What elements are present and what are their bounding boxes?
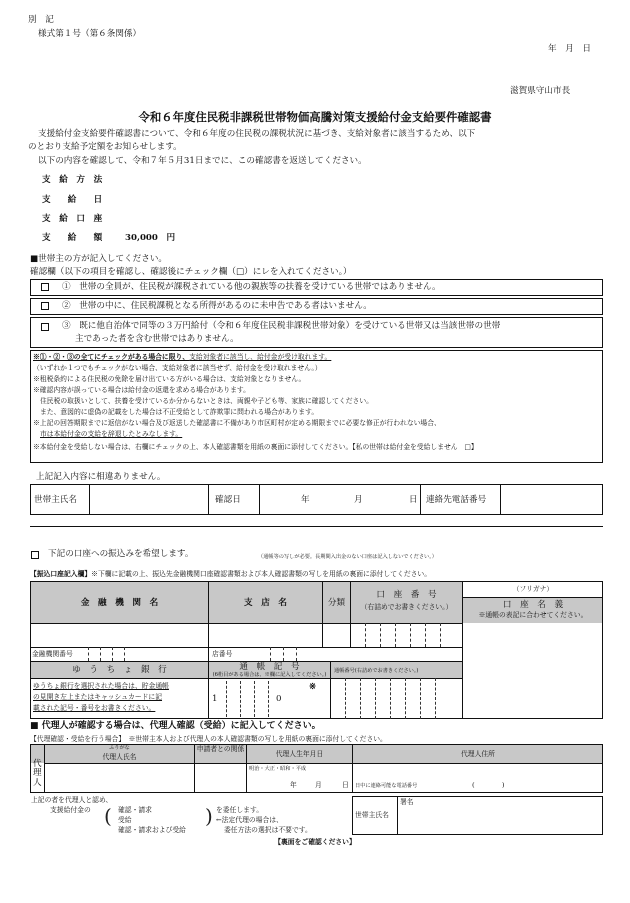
check-item-1-checkbox[interactable] — [41, 283, 49, 291]
right-brace: ) — [205, 804, 213, 828]
payment-amount-value: 30,000 円 — [125, 233, 176, 243]
note-8: 市は本給付金の支給を辞退したとみなします。 — [40, 430, 183, 438]
note-4: ※確認内容が誤っている場合は給付金の返還を求める場合があります。 — [33, 386, 250, 394]
legal-proxy-1: ←法定代理の場合は、 — [216, 816, 283, 824]
check-item-3-label-cont: 主であった者を含む世帯ではありません。 — [75, 334, 239, 344]
payment-date-label: 支 給 日 — [42, 195, 103, 205]
householder-heading: ■世帯主の方が記入してください。 — [30, 254, 168, 264]
note-3: ※租税条約による住民税の免除を届け出ている方がいる場合は、支給対象となりません。 — [33, 375, 306, 383]
birth-year: 年 — [290, 781, 297, 789]
note-9: ※本給付金を受給しない場合は、右欄にチェックの上、本人確認書類を用紙の裏面に添付してください。【私の世帯は給付金を受給しません □】 — [33, 443, 478, 451]
issuer: 滋賀県守山市長 — [510, 86, 571, 96]
note-6: また、意図的に虚偽の記載をした場合は不正受給として詐欺罪に問われる場合があります。 — [40, 408, 319, 416]
householder-name-label: 世帯主氏名 — [34, 495, 77, 505]
yucho-note-2: の見開き左上またはキャッシュカードに記 — [33, 693, 163, 701]
account-heading: 【振込口座記入欄】※下欄に記載の上、振込先金融機関口座確認書類および本人確認書類の写しを用紙の裏面に添付してください。 — [30, 570, 432, 578]
option-receive[interactable]: 受給 — [118, 816, 132, 824]
householder-name-sig-label: 世帯主氏名 — [355, 811, 389, 819]
branch-code-label: 店番号 — [212, 650, 233, 658]
confirm-year: 年 — [301, 495, 310, 505]
payment-amount-label: 支 給 額 — [42, 233, 103, 243]
relation-label: 申請者との関係 — [196, 745, 245, 753]
legal-proxy-2: 委任方法の選択は不要です。 — [224, 826, 312, 834]
householder-instruction: 確認欄（以下の項目を確認し、確認後にチェック欄（□）にレを入れてください。） — [30, 267, 352, 277]
delegate-line-2: 支援給付金の — [50, 806, 91, 814]
confirm-statement: 上記記入内容に相違ありません。 — [36, 472, 166, 482]
householder-name-field[interactable] — [95, 488, 203, 511]
payment-account-label: 支 給 口 座 — [42, 214, 103, 224]
phone-label: 連絡先電話番号 — [426, 495, 487, 505]
furigana-label: （フリガナ） — [512, 585, 554, 593]
daytime-phone-label: 日中に連絡可能な電話番号 — [355, 783, 418, 789]
note-5: 住民税の取扱いとして、扶養を受けているか分からないときは、両親や子ども等、家族に確認してください。 — [40, 397, 373, 405]
check-item-3-checkbox[interactable] — [41, 323, 49, 331]
relation-field[interactable] — [197, 766, 244, 790]
proxy-subheading: 【代理確認・受給を行う場合】 ※世帯主本人および代理人の本人確認書類の写しを用紙の裏面に添付してください。 — [30, 735, 387, 743]
symbol-digit-0: 0 — [276, 694, 282, 704]
householder-signature-field[interactable] — [400, 808, 600, 832]
branch-name-field[interactable] — [211, 626, 320, 644]
form-date: 年 月 日 — [548, 44, 591, 54]
footer-note: 【裏面をご確認ください】 — [274, 838, 356, 846]
passbook-number-header: 通帳番号(右詰めでお書きください。) — [334, 668, 419, 674]
yucho-note-3: 載された記号・番号をお書きください。 — [33, 704, 156, 712]
branch-code-field[interactable] — [270, 648, 310, 660]
passbook-number-field[interactable] — [332, 682, 460, 716]
intro-line-1: 支援給付金支給要件確認書について、令和６年度の住民税の課税状況に基づき、支給対象者に該当するため、以下 — [38, 129, 476, 139]
category-header: 分類 — [327, 598, 346, 608]
phone-field[interactable] — [504, 488, 600, 511]
confirm-date-label: 確認日 — [215, 495, 241, 505]
bank-code-label: 金融機関番号 — [32, 650, 73, 658]
bank-name-header: 金 融 機 関 名 — [80, 598, 159, 608]
birth-label: 代理人生年月日 — [275, 750, 324, 758]
seal-label: 署名 — [400, 798, 414, 806]
entrust-text: を委任します。 — [216, 806, 264, 814]
page-title: 令和６年度住民税非課税世帯物価高騰対策支援給付金支給要件確認書 — [138, 110, 492, 124]
note-7: ※上記の回答期限までに返信がない場合及び返送した確認書に不備があり市区町村が定める期限までに必要な修正が行われない場合、 — [33, 419, 441, 427]
transfer-checkbox-label: 下記の口座への振込みを希望します。 — [48, 549, 194, 559]
symbol-asterisk: ※ — [309, 682, 317, 692]
proxy-address-field[interactable] — [355, 765, 600, 779]
address-label: 代理人住所 — [461, 750, 495, 758]
check-item-1-label: ① 世帯の全員が、住民税が課税されている他の親族等の扶養を受けている世帯ではありません。 — [62, 282, 441, 292]
category-field[interactable] — [324, 626, 348, 644]
check-item-3-label: ③ 既に他自治体で同等の３万円給付（令和６年度住民税非課税世帯対象）を受けている世帯又は当該世帯の世帯 — [62, 321, 501, 331]
appendix-label: 別 記 — [28, 15, 54, 25]
passbook-symbol-field[interactable] — [228, 682, 306, 716]
confirm-month: 月 — [354, 495, 363, 505]
left-brace: ( — [104, 804, 112, 828]
proxy-side-label: 代理人 — [33, 759, 42, 788]
transfer-note: （通帳等の写しが必要。長期間入出金のない口座は記入しないでください。） — [258, 554, 437, 560]
birth-month: 月 — [315, 781, 322, 789]
intro-line-3: 以下の内容を確認して、令和７年５月31日までに、この確認書を返送してください。 — [38, 156, 367, 166]
account-holder-field[interactable] — [465, 626, 601, 716]
check-item-2-label: ② 世帯の中に、住民税課税となる所得があるのに未申告である者はいません。 — [62, 301, 372, 311]
option-both[interactable]: 確認・請求および受給 — [118, 826, 186, 834]
check-item-2-checkbox[interactable] — [41, 302, 49, 310]
branch-name-header: 支 店 名 — [244, 598, 287, 608]
yucho-bank-label: ゆ う ち ょ 銀 行 — [72, 665, 167, 675]
payment-method-label: 支 給 方 法 — [42, 175, 103, 185]
option-confirm[interactable]: 確認・請求 — [118, 806, 152, 814]
intro-line-2: のとおり支給予定額をお知らせします。 — [28, 142, 182, 152]
proxy-furigana-label: ふりがな — [109, 745, 130, 751]
transfer-checkbox[interactable] — [31, 551, 39, 559]
passbook-symbol-header: 通 帳 記 号 — [239, 662, 300, 672]
symbol-note: (6桁目がある場合は、※欄に記入してください。) — [212, 672, 327, 678]
era-options[interactable]: 明治・大正・昭和・平成 — [249, 766, 307, 772]
daytime-phone-field[interactable]: ( ) — [472, 781, 505, 789]
bank-name-field[interactable] — [32, 626, 206, 644]
symbol-digit-1: 1 — [212, 694, 218, 704]
form-number: 様式第１号（第６条関係） — [38, 29, 142, 39]
proxy-name-field[interactable] — [48, 766, 192, 790]
yucho-note-1: ゆうちょ銀行を選択された場合は、貯金通帳 — [33, 682, 169, 690]
bank-code-field[interactable] — [88, 648, 136, 660]
account-number-field[interactable] — [352, 626, 460, 644]
note-2: （いずれか１つでもチェックがない場合、支給対象者に該当せず、給付金を受け取れません。） — [33, 364, 322, 372]
account-holder-header: 口 座 名 義 — [502, 600, 564, 610]
proxy-heading: ■ 代理人が確認する場合は、代理人確認（受給）に記入してください。 — [30, 721, 321, 731]
proxy-name-label: 代理人氏名 — [102, 753, 137, 761]
confirm-day: 日 — [409, 495, 418, 505]
bankbook-note: ※通帳の表記に合わせてください。 — [478, 611, 588, 619]
delegate-line-1: 上記の者を代理人と認め、 — [31, 796, 113, 804]
right-justify-note: （右詰めでお書きください。） — [360, 603, 453, 611]
birth-day: 日 — [342, 781, 349, 789]
note-1: ※①・②・③の全てにチェックがある場合に限り、支給対象者に該当し、給付金が受け取れます。 — [33, 353, 332, 361]
section-divider — [30, 526, 603, 527]
account-number-header: 口 座 番 号 — [376, 590, 437, 600]
